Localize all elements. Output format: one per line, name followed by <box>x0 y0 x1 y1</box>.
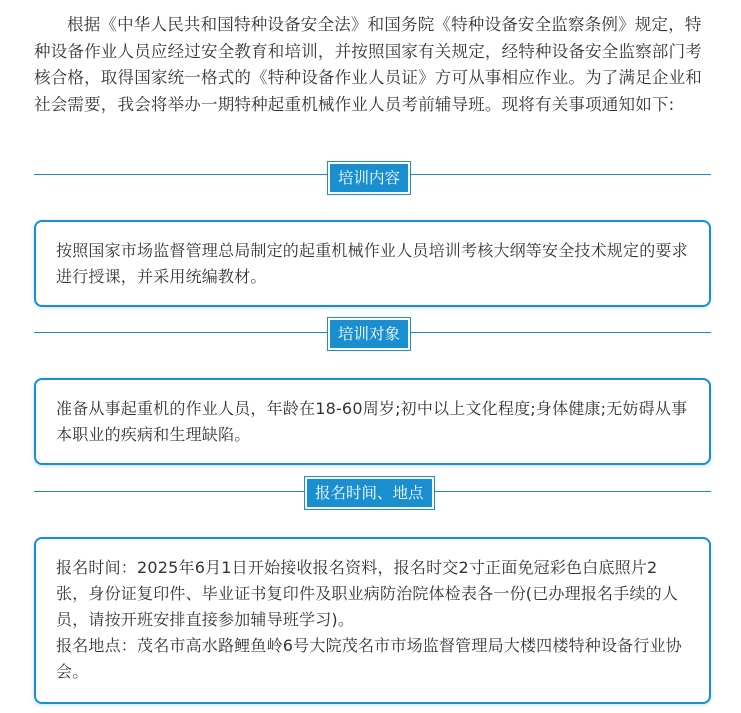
intro-paragraph: 根据《中华人民共和国特种设备安全法》和国务院《特种设备安全监察条例》规定，特种设备作业人员应经过安全教育和培训，并按照国家有关规定，经特种设备安全监察部门考核合格，取得国家统一格式的《特种设备作业人员证》方可从事相应作业。为了满足企业和社会需要，我会将举办一期特种起重机械作业人员考前辅导班。现将有关事项通知如下: <box>34 15 702 114</box>
section-title-registration: 报名时间、地点 <box>307 479 432 507</box>
section-title-training-target: 培训对象 <box>330 320 408 348</box>
section-heading <box>327 318 411 350</box>
section-card-training-target <box>34 378 711 465</box>
registration-time-text: 报名时间：2025年6月1日开始接收报名资料，报名时交2寸正面免冠彩色白底照片2张，身份证复印件、毕业证书复印件及职业病防治院体检表各一份(已办理报名手续的人员，请按开班安排直接参加辅导班学习)。 <box>56 558 679 629</box>
section-title-training-content: 培训内容 <box>330 164 408 192</box>
section-heading <box>304 477 435 509</box>
section-card-training-content <box>34 220 711 307</box>
registration-place-text: 报名地点：茂名市高水路鲤鱼岭6号大院茂名市市场监督管理局大楼四楼特种设备行业协会。 <box>56 636 682 681</box>
section-card-registration <box>34 537 711 704</box>
section-heading <box>327 162 411 194</box>
section-text: 准备从事起重机的作业人员，年龄在18-60周岁;初中以上文化程度;身体健康;无妨碍从事本职业的疾病和生理缺陷。 <box>56 399 688 444</box>
section-text: 按照国家市场监督管理总局制定的起重机械作业人员培训考核大纲等安全技术规定的要求进行授课，并采用统编教材。 <box>56 241 688 286</box>
